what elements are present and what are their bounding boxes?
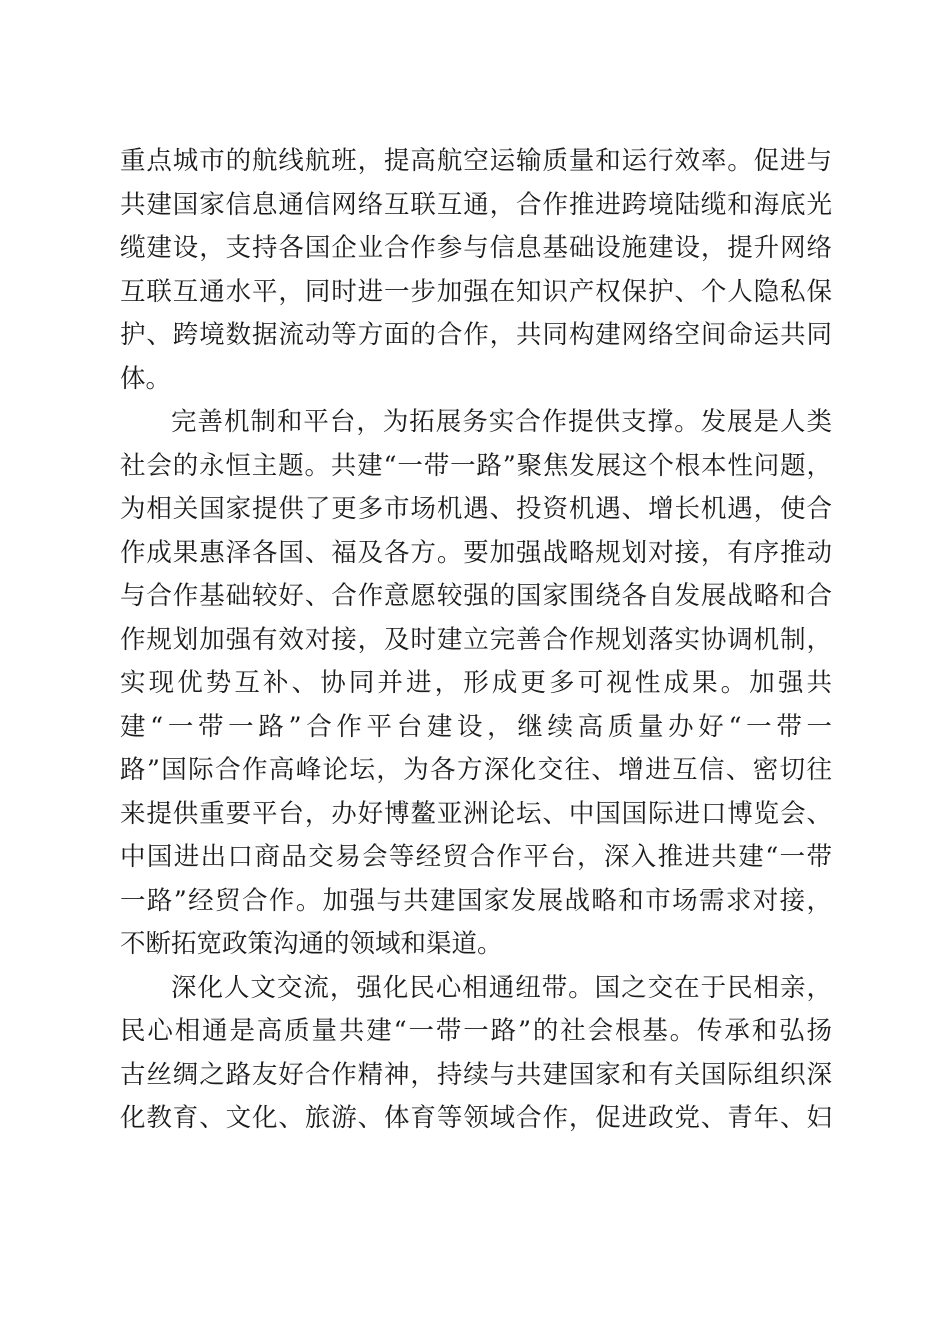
text-line: 体。 xyxy=(120,363,172,394)
text-line: 护、跨境数据流动等方面的合作，共同构建网络空间命运共同 xyxy=(120,320,832,350)
text-line: 一路”经贸合作。加强与共建国家发展战略和市场需求对接， xyxy=(120,885,832,916)
text-line: 建“一带一路”合作平台建设，继续高质量办好“一带一 xyxy=(120,711,832,742)
text-line: 民心相通是高质量共建“一带一路”的社会根基。传承和弘扬 xyxy=(120,1016,832,1046)
body-text xyxy=(120,140,832,1141)
text-line: 社会的永恒主题。共建“一带一路”聚焦发展这个根本性问题， xyxy=(120,450,832,481)
text-line: 作规划加强有效对接，及时建立完善合作规划落实协调机制， xyxy=(120,624,832,655)
text-line: 作成果惠泽各国、福及各方。要加强战略规划对接，有序推动 xyxy=(120,537,832,568)
text-line: 路”国际合作高峰论坛，为各方深化交往、增进互信、密切往 xyxy=(120,755,832,785)
text-line: 古丝绸之路友好合作精神，持续与共建国家和有关国际组织深 xyxy=(120,1059,832,1090)
text-line: 中国进出口商品交易会等经贸合作平台，深入推进共建“一带 xyxy=(120,842,832,872)
text-line: 不断拓宽政策沟通的领域和渠道。 xyxy=(120,929,503,959)
text-line: 完善机制和平台，为拓展务实合作提供支撑。发展是人类 xyxy=(171,407,832,437)
text-line: 共建国家信息通信网络互联互通，合作推进跨境陆缆和海底光 xyxy=(120,189,832,220)
text-line: 重点城市的航线航班，提高航空运输质量和运行效率。促进与 xyxy=(120,146,832,176)
text-line: 缆建设，支持各国企业合作参与信息基础设施建设，提升网络 xyxy=(120,233,832,263)
text-line: 实现优势互补、协同并进，形成更多可视性成果。加强共 xyxy=(120,668,832,698)
text-line: 深化人文交流，强化民心相通纽带。国之交在于民相亲， xyxy=(171,972,832,1003)
text-line: 为相关国家提供了更多市场机遇、投资机遇、增长机遇，使合 xyxy=(120,494,832,524)
text-line: 互联互通水平，同时进一步加强在知识产权保护、个人隐私保 xyxy=(120,276,832,307)
text-line: 与合作基础较好、合作意愿较强的国家围绕各自发展战略和合 xyxy=(120,581,832,611)
text-line: 化教育、文化、旅游、体育等领域合作，促进政党、青年、妇 xyxy=(120,1103,832,1133)
text-line: 来提供重要平台，办好博鳌亚洲论坛、中国国际进口博览会、 xyxy=(120,798,832,829)
